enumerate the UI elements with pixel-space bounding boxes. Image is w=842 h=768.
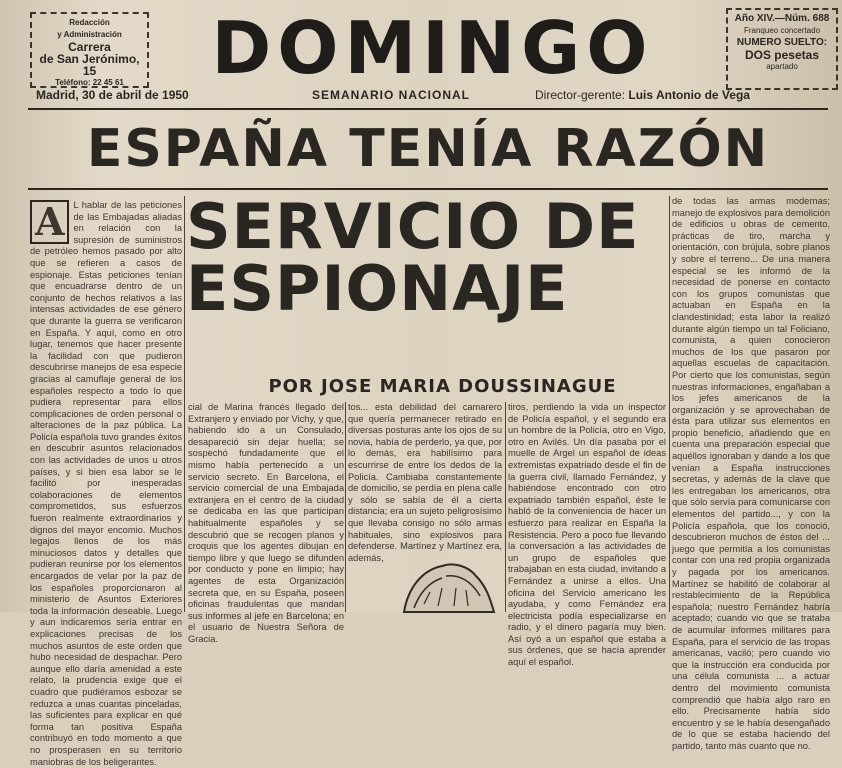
phone-line: Teléfono: 22 45 61	[55, 78, 124, 87]
publication-tagline: SEMANARIO NACIONAL	[312, 88, 470, 102]
address-line-3: Carrera	[68, 40, 111, 54]
postage-note: Franqueo concertado	[743, 26, 821, 35]
director-name: Luis Antonio de Vega	[628, 88, 750, 102]
issue-date: Madrid, 30 de abril de 1950	[36, 88, 189, 102]
article-column-right	[672, 196, 830, 751]
issue-info-box	[726, 8, 838, 90]
address-line-1: Redacción	[69, 18, 110, 27]
director-label: Director-gerente:	[535, 88, 626, 102]
article-column-3	[348, 402, 502, 563]
apartado-note: apartado	[766, 62, 798, 71]
article-column-4	[508, 402, 666, 668]
article-illustration	[394, 548, 506, 612]
address-line-2: y Administración	[57, 30, 122, 39]
main-headline: ESPAÑA TENÍA RAZÓN	[86, 119, 770, 179]
column-divider	[669, 196, 670, 612]
column-right-text: de todas las armas modernas; manejo de explosivos para demolición de edificios u obras de cemento, prácticas de tiro, marcha y orientación, con brújula, sobre planos y sobre el terreno... De una manera especial se les informó de la necesidad de ponerse en contacto con los grupos comunistas que actuaban en España en la clandestinidad; esta labor la realizó durante algún tiempo un tal Foliciano, comunista, a quien conocieron muchos de los que pasaron por aquellas escuelas de capacitación. Por cierto que los comunistas, según nuestras informaciones, engañaban a los jefes americanos de la organización y se aprovechaban de ésta para utilizar sus elementos en propio beneficio, añadiendo que en cuenta una preparación especial que aquéllos ignoraban y dando a los que venían a España instrucciones secretas, y además de la clave que les entregaban los americanos, otra que sólo servía para comunicarse con elementos del partido..., y con la Policía española, que los conoció, descubrieron muchos de éstos del ... juego que permitía a los comunistas contar con una red propia organizada y pagada por los americanos. Martínez se habilitó de colaborar al restablecimiento de la República española; nuestro Fernández habría aceptado; cuando vio que se trataba de acumular informes militares para España, para el servicio de las tropas americanas, vaciló; pero cuando vio que la instrucción era conducida por una célula comunista ... a actuar dentro del movimiento comunista comprendió que había algo raro en ello. Precisamente había sido encuentro y se le había desengañado de lo que se estaba haciendo del partido, tanto más cuanto que no.	[672, 196, 830, 751]
single-copy-label: NUMERO SUELTO:	[736, 37, 828, 48]
address-line-4: de San Jerónimo, 15	[39, 52, 140, 78]
newspaper-masthead: DOMINGO	[211, 6, 654, 90]
article-headline	[186, 190, 666, 325]
article-headline-line-2: ESPIONAJE	[186, 252, 569, 325]
column-left-text: L hablar de las peticiones de las Embajadas aliadas en relación con la supresión de suministros de petróleo hemos pasado por alto que se refieren a casos de espionaje. Estas peticiones tenían que encuadrarse dentro de un conjunto de hechos relativos a las intensas actividades de ese género que durante la guerra se verificaron en España. Y aquí, como en otro lugar, tenemos que hacer presente la facilidad con que pudieron descubrirse manejos de esa especie gracias al camuflaje general de los españoles respecto a todo lo que pudiera representar para ellos complicaciones de orden personal o alteraciones de la paz pública. La Policía española tuvo grandes éxitos en descubrir asuntos relacionados con las actividades de unos u otros países, y si bien esa labor se le facilitó por inesperadas colaboraciones de elementos comprometidos, sus esfuerzos fueron realmente extraordinarios y dignos del mayor encomio. Muchos legajos llenos de los más minuciosos datos y detalles que pudieran reunirse por los elementos encargados de velar por la paz de los españoles proporcionaron al ministerio de Asuntos Exteriores toda la información deseable. Luego y aun indicaremos sería entrar en explicaciones precisas de los muchos asuntos de este orden que hubo necesidad de despachar. Pero aunque ello daría amenidad a este relato, la prudencia exige que el cuadro que pudiéramos esbozar se reduzca a unas cuantas pinceladas, las suficientes para explicar en qué forma tan positiva España contribuyó en todo momento a que no prosperasen en su territorio maniobras de los beligerantes.	[30, 200, 182, 767]
price: DOS pesetas	[744, 48, 820, 62]
author-byline: POR JOSE MARIA DOUSSINAGUE	[268, 376, 617, 397]
column-3-text: tos... esta debilidad del camarero que quería permanecer retirado en diversas posturas ante los ojos de su novia, había de perderlo, ya que, por lo demás, era habilísimo para escurrirse de entre los dedos de la Policía. Cambiaba constantemente de domicilio, se perdía en plena calle y sólo se sabía de él a cierta distancia; era un sujeto peligrosísimo que llevaba consigo no sólo armas habituales, sino explosivos para defenderse. Martínez y Martínez era, además,	[348, 402, 502, 563]
article-column-2	[188, 402, 344, 644]
column-4-text: tiros, perdiendo la vida un inspector de Policía español, y el segundo era un hombre de la Policía, otro en Vigo, otro en Avilés. Un día pasaba por el muelle de Argel un español de ideas extremistas expatriado desde el fin de la guerra civil, llamado Fernández, y habiéndose encontrado con otro expatriado también español, éste le habló de la conveniencia de hacer un esfuerzo para realizar en España la Resistencia. Pero a poco fue llevando la conversación a las actividades de un grupo de españoles que trabajaban en esta ciudad, invitando a Fernández a unirse a ellos. Una oficina del Servicio americano les ayudaba, y como Fernández era electricista podía especializarse en radio, y el dinero pagaría muy bien. Así oyó a un español que estaba a sus órdenes, que se hacía aprender aquí el español.	[508, 402, 666, 668]
column-divider	[184, 196, 185, 612]
article-headline-line-1: SERVICIO DE	[186, 190, 640, 263]
editorial-address-box	[30, 12, 149, 88]
column-divider	[345, 402, 346, 612]
director-credit	[535, 88, 750, 102]
issue-number: Año XIV.—Núm. 688	[734, 13, 830, 24]
column-2-text: cial de Marina francés llegado del Extranjero y enviado por Vichy, y que, habiendo ido a un Consulado, desapareció sin dejar huella; se sospechó fundadamente que el mismo había pertenecido a un servicio secreto. En Barcelona, el servicio comercial de una Embajada extranjera en el centro de la ciudad se dedicaba en las que participan habitualmente españoles y se descubrió que se recogen planos y croquis que los agentes dibujan en tiempo libre y que luego se difunden por conducto y pone en limpio; hay agentes de esta Organización secreta que, en su España, poseen oficinas fraudulentas que mandan sus informes al jefe en Barcelona; en el usuario de Nuestra Señora de Gracia.	[188, 402, 344, 644]
drop-cap: A	[30, 200, 69, 244]
article-column-left	[30, 199, 182, 767]
